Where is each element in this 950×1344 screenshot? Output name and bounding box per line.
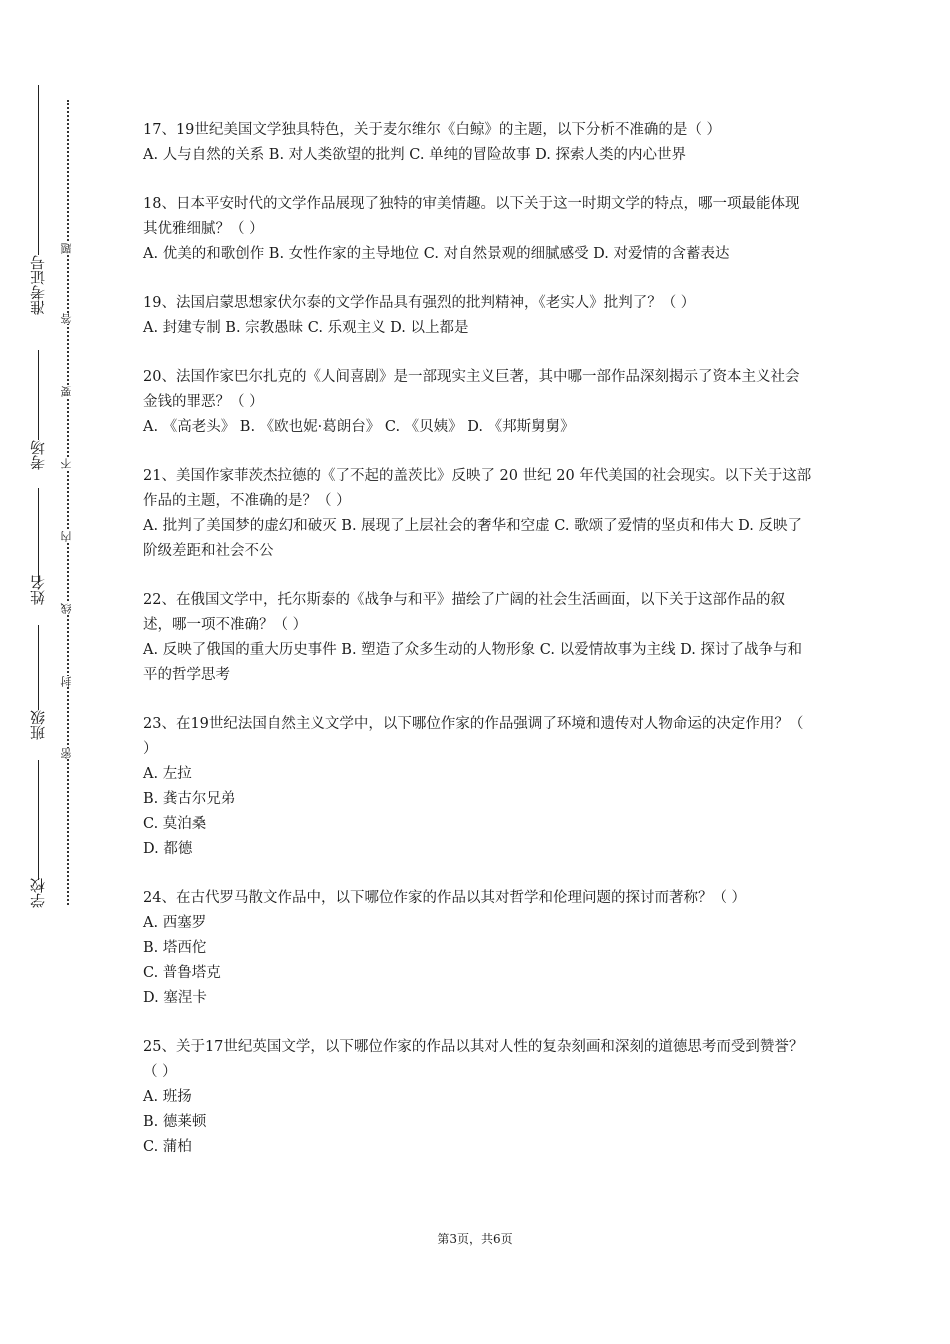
- question-options: A. 人与自然的关系 B. 对人类欲望的批判 C. 单纯的冒险故事 D. 探索人类的内心世界: [143, 147, 687, 163]
- binding-line: [38, 760, 39, 880]
- question-stem: 17、19世纪美国文学独具特色，关于麦尔维尔《白鲸》的主题，以下分析不准确的是（ ）: [143, 122, 722, 138]
- option-a: A. 西塞罗: [143, 915, 207, 931]
- question-stem: 22、在俄国文学中，托尔斯泰的《战争与和平》描绘了广阔的社会生活画面，以下关于这部作品的叙述，哪一项不准确？（ ）: [143, 592, 785, 633]
- option-c: C. 蒲柏: [143, 1139, 192, 1155]
- seal-char: 密: [60, 748, 73, 759]
- question-stem: 19、法国启蒙思想家伏尔泰的文学作品具有强烈的批判精神，《老实人》批判了？（ ）: [143, 295, 696, 311]
- question-options: A. 优美的和歌创作 B. 女性作家的主导地位 C. 对自然景观的细腻感受 D. 对爱情的含蓄表达: [143, 246, 730, 262]
- seal-dotted-line: [67, 100, 69, 905]
- question-18: [143, 192, 813, 267]
- exam-room-label: 考场: [29, 440, 47, 470]
- seal-char: 封: [60, 676, 73, 687]
- name-label: 姓名: [29, 575, 47, 605]
- question-23: [143, 712, 813, 862]
- option-a: A. 班扬: [143, 1089, 192, 1105]
- question-stem: 24、在古代罗马散文作品中，以下哪位作家的作品以其对哲学和伦理问题的探讨而著称？（ ）: [143, 890, 747, 906]
- seal-char: 要: [60, 386, 73, 397]
- binding-line: [38, 85, 39, 255]
- question-options: A. 《高老头》 B. 《欧也妮·葛朗台》 C. 《贝姨》 D. 《邦斯舅舅》: [143, 419, 575, 435]
- option-d: D. 塞涅卡: [143, 990, 207, 1006]
- seal-char: 内: [60, 531, 73, 542]
- question-22: [143, 588, 813, 688]
- question-stem: 23、在19世纪法国自然主义文学中，以下哪位作家的作品强调了环境和遗传对人物命运的决定作用？（ ）: [143, 716, 804, 757]
- question-options: A. 批判了美国梦的虚幻和破灭 B. 展现了上层社会的奢华和空虚 C. 歌颂了爱情的坚贞和伟大 D. 反映了阶级差距和社会不公: [143, 518, 803, 559]
- question-21: [143, 464, 813, 564]
- question-stem: 21、美国作家菲茨杰拉德的《了不起的盖茨比》反映了 20 世纪 20 年代美国的社会现实。以下关于这部作品的主题，不准确的是？（ ）: [143, 468, 812, 509]
- option-b: B. 龚古尔兄弟: [143, 791, 236, 807]
- exam-number-label: 准考证号: [29, 255, 47, 315]
- option-d: D. 都德: [143, 841, 193, 857]
- question-list: [143, 118, 813, 1160]
- option-c: C. 普鲁塔克: [143, 965, 221, 981]
- seal-char: 不: [60, 458, 73, 469]
- seal-char: 线: [60, 603, 73, 614]
- option-a: A. 左拉: [143, 766, 192, 782]
- binding-line: [38, 350, 39, 440]
- binding-margin: [0, 0, 110, 1344]
- option-b: B. 德莱顿: [143, 1114, 207, 1130]
- seal-char: 题: [60, 243, 73, 254]
- question-options: A. 封建专制 B. 宗教愚昧 C. 乐观主义 D. 以上都是: [143, 320, 469, 336]
- seal-char: 答: [60, 313, 73, 324]
- question-stem: 18、日本平安时代的文学作品展现了独特的审美情趣。以下关于这一时期文学的特点，哪一项最能体现其优雅细腻？（ ）: [143, 196, 800, 237]
- question-options: A. 反映了俄国的重大历史事件 B. 塑造了众多生动的人物形象 C. 以爱情故事为主线 D. 探讨了战争与和平的哲学思考: [143, 642, 803, 683]
- school-label: 学校: [29, 878, 47, 908]
- question-stem: 20、法国作家巴尔扎克的《人间喜剧》是一部现实主义巨著，其中哪一部作品深刻揭示了资本主义社会金钱的罪恶？（ ）: [143, 369, 800, 410]
- question-24: [143, 886, 813, 1011]
- question-17: [143, 118, 813, 168]
- binding-line: [38, 625, 39, 710]
- page-number: 第3页，共6页: [437, 1232, 513, 1246]
- question-25: [143, 1035, 813, 1160]
- binding-line: [38, 488, 39, 583]
- question-19: [143, 291, 813, 341]
- option-b: B. 塔西佗: [143, 940, 207, 956]
- question-20: [143, 365, 813, 440]
- class-label: 班级: [29, 710, 47, 740]
- option-c: C. 莫泊桑: [143, 816, 207, 832]
- question-stem: 25、关于17世纪英国文学，以下哪位作家的作品以其对人性的复杂刻画和深刻的道德思考而受到赞誉？（ ）: [143, 1039, 804, 1080]
